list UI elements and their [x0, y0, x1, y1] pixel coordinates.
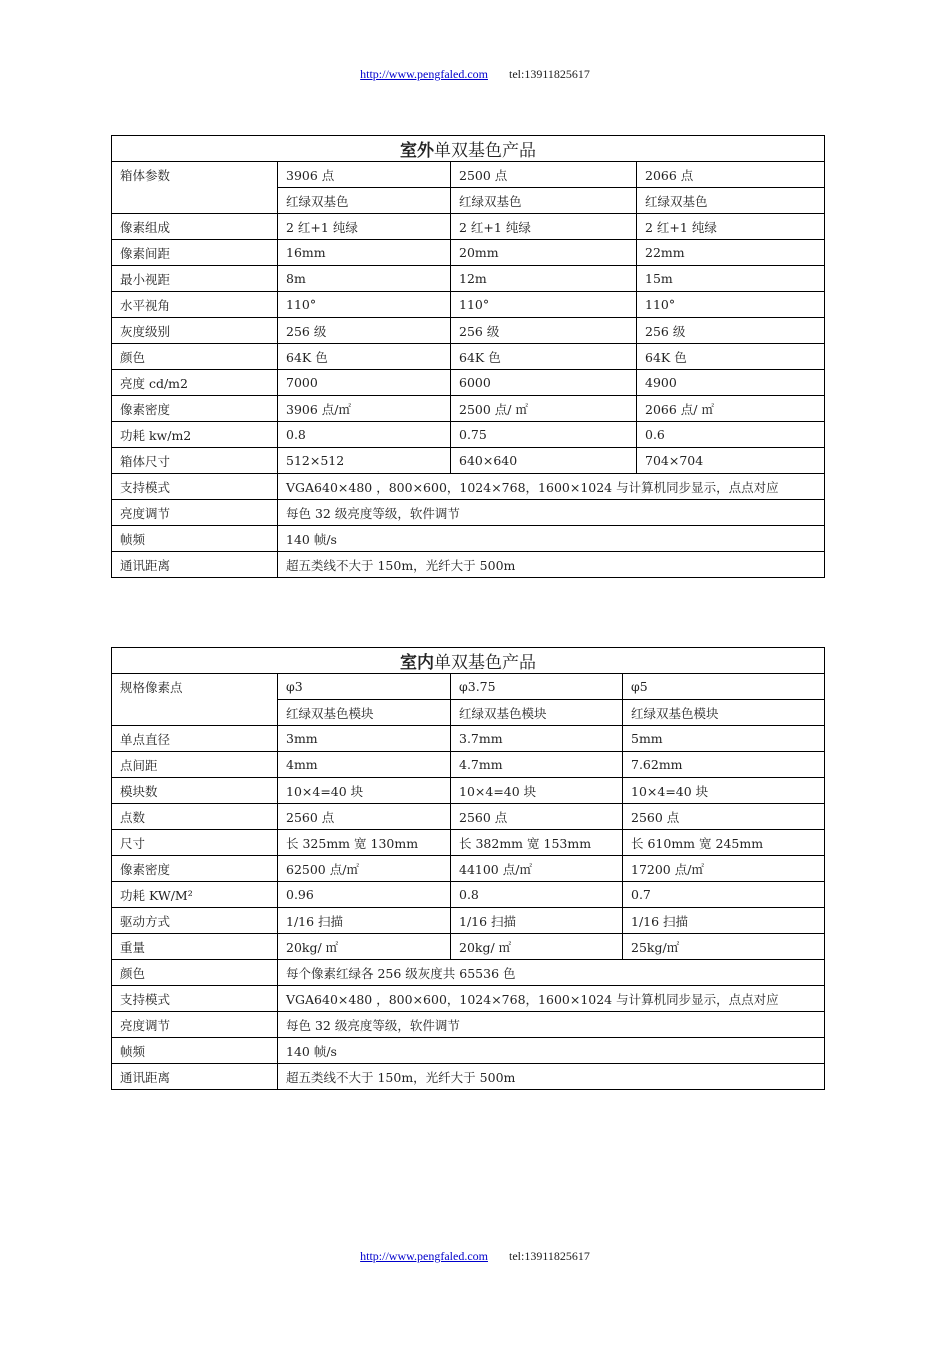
footer-phone: tel:13911825617	[508, 1249, 590, 1263]
row-label: 功耗 KW/M²	[112, 882, 278, 908]
row-label: 像素组成	[112, 214, 278, 240]
table-row	[112, 344, 825, 370]
table-cell: φ5	[623, 674, 825, 700]
table-row	[112, 240, 825, 266]
row-label: 像素间距	[112, 240, 278, 266]
table-cell: 长 325mm 宽 130mm	[278, 830, 451, 856]
header-website-link[interactable]: http://www.pengfaled.com	[360, 67, 488, 81]
row-label: 点数	[112, 804, 278, 830]
table-row	[112, 396, 825, 422]
table-title-row	[112, 136, 825, 162]
row-label: 亮度调节	[112, 1012, 278, 1038]
table-cell-span: VGA640×480 ，800×600，1024×768，1600×1024 与计算机同步显示，点点对应	[278, 986, 825, 1012]
indoor-title-rest: 单双基色产品	[434, 653, 536, 673]
table-cell: 64K 色	[451, 344, 637, 370]
row-label: 灰度级别	[112, 318, 278, 344]
table-cell: 6000	[451, 370, 637, 396]
table-cell: 2560 点	[623, 804, 825, 830]
table-cell: 10×4=40 块	[451, 778, 623, 804]
table-row	[112, 934, 825, 960]
table-row	[112, 856, 825, 882]
indoor-table-title	[112, 648, 825, 674]
table-cell: 256 级	[637, 318, 825, 344]
row-label: 驱动方式	[112, 908, 278, 934]
table-cell: 2500 点	[451, 162, 637, 188]
outdoor-table-title	[112, 136, 825, 162]
indoor-title-bold: 室内	[400, 653, 434, 673]
table-row	[112, 162, 825, 188]
table-row	[112, 1012, 825, 1038]
table-cell: 4900	[637, 370, 825, 396]
table-row	[112, 526, 825, 552]
table-cell: 红绿双基色	[278, 188, 451, 214]
table-cell: 10×4=40 块	[278, 778, 451, 804]
row-label: 功耗 kw/m2	[112, 422, 278, 448]
row-label: 支持模式	[112, 474, 278, 500]
table-cell: 长 610mm 宽 245mm	[623, 830, 825, 856]
table-cell: 2066 点	[637, 162, 825, 188]
row-label: 单点直径	[112, 726, 278, 752]
table-cell-span: VGA640×480 ，800×600，1024×768，1600×1024 与计算机同步显示，点点对应	[278, 474, 825, 500]
table-cell: 15m	[637, 266, 825, 292]
table-cell: 2500 点/ ㎡	[451, 396, 637, 422]
table-cell: 3906 点/㎡	[278, 396, 451, 422]
table-cell: 0.75	[451, 422, 637, 448]
row-label: 重量	[112, 934, 278, 960]
table-cell: 0.8	[451, 882, 623, 908]
table-cell-span: 超五类线不大于 150m，光纤大于 500m	[278, 1064, 825, 1090]
table-cell: φ3.75	[451, 674, 623, 700]
row-label: 亮度调节	[112, 500, 278, 526]
indoor-spec-table	[111, 647, 825, 1090]
table-cell: 7.62mm	[623, 752, 825, 778]
table-cell: 110°	[637, 292, 825, 318]
table-cell: 7000	[278, 370, 451, 396]
table-row	[112, 882, 825, 908]
table-row	[112, 422, 825, 448]
table-cell: 红绿双基色	[451, 188, 637, 214]
table-row	[112, 552, 825, 578]
table-row	[112, 266, 825, 292]
table-row	[112, 778, 825, 804]
table-cell: 64K 色	[278, 344, 451, 370]
row-label: 箱体参数	[112, 162, 278, 214]
table-cell: 1/16 扫描	[278, 908, 451, 934]
table-cell: 1/16 扫描	[451, 908, 623, 934]
table-cell: 62500 点/㎡	[278, 856, 451, 882]
table-row	[112, 804, 825, 830]
table-cell: 2 红+1 纯绿	[451, 214, 637, 240]
table-cell: 20mm	[451, 240, 637, 266]
table-cell: 256 级	[451, 318, 637, 344]
table-title-row	[112, 648, 825, 674]
row-label: 箱体尺寸	[112, 448, 278, 474]
table-row	[112, 960, 825, 986]
table-row	[112, 986, 825, 1012]
table-cell: 2560 点	[278, 804, 451, 830]
table-cell: φ3	[278, 674, 451, 700]
table-cell: 长 382mm 宽 153mm	[451, 830, 623, 856]
table-row	[112, 370, 825, 396]
table-row	[112, 214, 825, 240]
outdoor-title-rest: 单双基色产品	[434, 141, 536, 161]
table-cell: 20kg/ ㎡	[451, 934, 623, 960]
row-label: 最小视距	[112, 266, 278, 292]
table-row	[112, 500, 825, 526]
table-cell: 17200 点/㎡	[623, 856, 825, 882]
table-cell: 3.7mm	[451, 726, 623, 752]
table-row	[112, 292, 825, 318]
row-label: 通讯距离	[112, 1064, 278, 1090]
table-cell: 22mm	[637, 240, 825, 266]
table-cell: 0.6	[637, 422, 825, 448]
table-cell: 2 红+1 纯绿	[278, 214, 451, 240]
table-cell-span: 每色 32 级亮度等级，软件调节	[278, 500, 825, 526]
table-cell: 0.96	[278, 882, 451, 908]
table-cell: 12m	[451, 266, 637, 292]
table-cell-span: 每色 32 级亮度等级，软件调节	[278, 1012, 825, 1038]
row-label: 颜色	[112, 344, 278, 370]
header-phone: tel:13911825617	[508, 67, 590, 81]
table-row	[112, 1064, 825, 1090]
table-cell: 16mm	[278, 240, 451, 266]
footer-website-link[interactable]: http://www.pengfaled.com	[360, 1249, 488, 1263]
table-cell-span: 每个像素红绿各 256 级灰度共 65536 色	[278, 960, 825, 986]
indoor-table-body	[112, 648, 825, 1090]
table-cell: 红绿双基色模块	[278, 700, 451, 726]
page-header	[0, 67, 950, 82]
table-cell: 红绿双基色模块	[451, 700, 623, 726]
table-cell: 2560 点	[451, 804, 623, 830]
table-cell-span: 140 帧/s	[278, 526, 825, 552]
table-cell: 110°	[278, 292, 451, 318]
table-row	[112, 908, 825, 934]
table-cell: 0.8	[278, 422, 451, 448]
table-cell: 640×640	[451, 448, 637, 474]
row-label: 点间距	[112, 752, 278, 778]
table-cell: 3mm	[278, 726, 451, 752]
table-cell: 8m	[278, 266, 451, 292]
row-label: 帧频	[112, 526, 278, 552]
row-label: 规格像素点	[112, 674, 278, 726]
table-row	[112, 674, 825, 700]
table-cell: 4mm	[278, 752, 451, 778]
row-label: 像素密度	[112, 396, 278, 422]
table-cell: 512×512	[278, 448, 451, 474]
table-row	[112, 1038, 825, 1064]
table-cell: 红绿双基色	[637, 188, 825, 214]
table-cell: 0.7	[623, 882, 825, 908]
row-label: 通讯距离	[112, 552, 278, 578]
table-row	[112, 474, 825, 500]
page-footer	[0, 1249, 950, 1264]
table-cell: 2066 点/ ㎡	[637, 396, 825, 422]
row-label: 帧频	[112, 1038, 278, 1064]
table-row	[112, 752, 825, 778]
row-label: 颜色	[112, 960, 278, 986]
table-cell: 44100 点/㎡	[451, 856, 623, 882]
table-cell: 110°	[451, 292, 637, 318]
table-cell: 1/16 扫描	[623, 908, 825, 934]
outdoor-table-body	[112, 136, 825, 578]
table-cell: 5mm	[623, 726, 825, 752]
row-label: 尺寸	[112, 830, 278, 856]
table-cell: 256 级	[278, 318, 451, 344]
row-label: 支持模式	[112, 986, 278, 1012]
table-cell: 64K 色	[637, 344, 825, 370]
table-row	[112, 726, 825, 752]
row-label: 模块数	[112, 778, 278, 804]
row-label: 像素密度	[112, 856, 278, 882]
outdoor-spec-table	[111, 135, 825, 578]
table-cell: 20kg/ ㎡	[278, 934, 451, 960]
table-cell: 4.7mm	[451, 752, 623, 778]
table-cell: 红绿双基色模块	[623, 700, 825, 726]
table-cell: 10×4=40 块	[623, 778, 825, 804]
row-label: 亮度 cd/m2	[112, 370, 278, 396]
table-row	[112, 318, 825, 344]
table-cell-span: 140 帧/s	[278, 1038, 825, 1064]
row-label: 水平视角	[112, 292, 278, 318]
table-row	[112, 830, 825, 856]
outdoor-title-bold: 室外	[400, 141, 434, 161]
table-cell: 2 红+1 纯绿	[637, 214, 825, 240]
table-row	[112, 448, 825, 474]
table-cell: 704×704	[637, 448, 825, 474]
table-cell-span: 超五类线不大于 150m，光纤大于 500m	[278, 552, 825, 578]
table-cell: 25kg/㎡	[623, 934, 825, 960]
table-cell: 3906 点	[278, 162, 451, 188]
